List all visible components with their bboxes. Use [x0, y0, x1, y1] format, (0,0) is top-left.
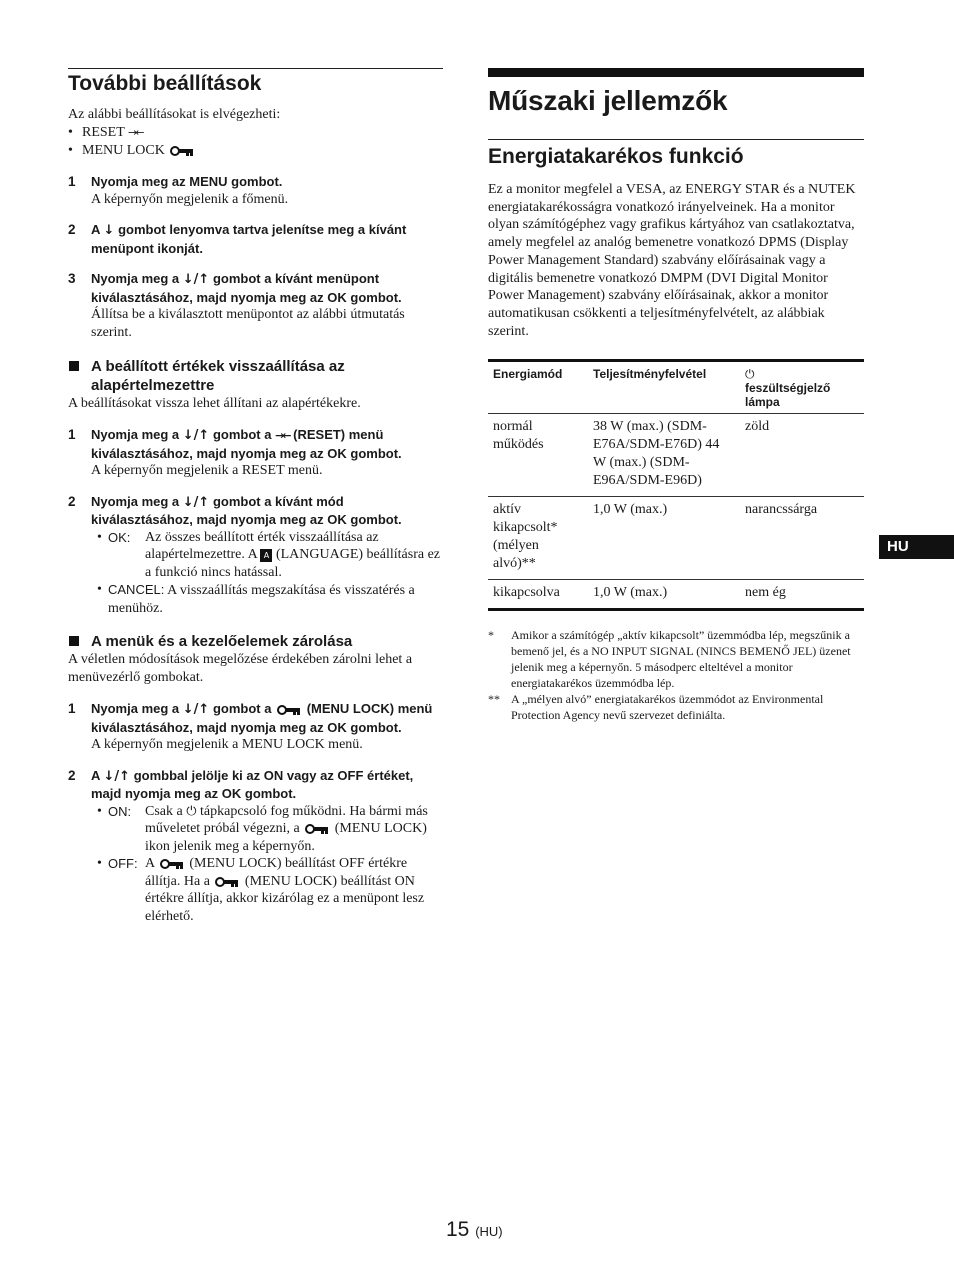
key-icon	[170, 146, 194, 156]
table-cell: aktív kikapcsolt* (mélyen alvó)**	[488, 497, 588, 580]
section-title: További beállítások	[68, 72, 262, 95]
table-cell: normál működés	[488, 414, 588, 497]
key-icon	[305, 824, 329, 834]
table-header	[488, 362, 864, 414]
intro-text: Az alábbi beállításokat is elvégezheti:	[68, 107, 281, 122]
footnote: ** A „mélyen alvó” energiatakarékos üzemmódot az Environmental Protection Agency nevű szervezet definiálta.	[488, 692, 824, 723]
page-title: Műszaki jellemzők	[488, 85, 728, 116]
table-header-cell: ⏻ feszültségjelző lámpa	[745, 367, 831, 410]
table-cell: 1,0 W (max.)	[588, 580, 740, 609]
down-up-arrow-icon: ↓/↑	[182, 702, 210, 718]
power-icon: ⏻	[745, 367, 755, 382]
key-icon	[277, 705, 301, 715]
table-cell: narancssárga	[740, 497, 864, 580]
down-up-arrow-icon: ↓/↑	[182, 428, 210, 444]
table-cell: kikapcsolva	[488, 580, 588, 609]
lock-step-2: 2 A ↓/↑ gombbal jelölje ki az ON vagy az OFF értéket, majd nyomja meg az OK gombot.	[68, 767, 414, 802]
table-cell: nem ég	[740, 580, 864, 609]
left-column	[68, 68, 443, 925]
bullet-reset: • RESET →←	[68, 125, 143, 141]
square-bullet-icon	[69, 361, 79, 371]
right-column	[488, 68, 864, 723]
reset-icon: →←	[275, 429, 290, 443]
down-up-arrow-icon: ↓/↑	[182, 272, 210, 288]
key-icon	[160, 859, 184, 869]
table-row	[488, 414, 864, 497]
step-1: 1 Nyomja meg az MENU gombot. A képernyőn megjelenik a főmenü.	[68, 174, 289, 207]
table-row	[488, 497, 864, 580]
option-cancel: • CANCEL: A visszaállítás megszakítása és visszatérés a menühöz.	[97, 582, 415, 616]
down-up-arrow-icon: ↓/↑	[103, 768, 131, 784]
reset-icon: →←	[128, 126, 143, 139]
square-bullet-icon	[69, 636, 79, 646]
bullet-menu-lock: • MENU LOCK	[68, 142, 443, 160]
table-header-cell: Energiamód	[493, 367, 563, 382]
lock-step-1: 1 Nyomja meg a ↓/↑ gombot a (MENU LOCK) menü kiválasztásához, majd nyomja meg az OK gombot. A képernyőn megjelenik a MENU LOCK menü.	[68, 701, 433, 753]
power-icon: ⏻	[186, 803, 197, 819]
table-cell: zöld	[740, 414, 864, 497]
reset-step-2: 2 Nyomja meg a ↓/↑ gombot a kívánt mód kiválasztásához, majd nyomja meg az OK gombot.	[68, 493, 402, 528]
key-icon	[215, 877, 239, 887]
section-rule	[488, 139, 864, 140]
table-row	[488, 580, 864, 609]
lock-heading: A menük és a kezelőelemek zárolása	[68, 632, 443, 651]
down-arrow-icon: ↓	[103, 223, 115, 239]
down-up-arrow-icon: ↓/↑	[182, 494, 210, 510]
power-table-wrap	[488, 359, 864, 611]
language-tab: HU	[879, 535, 954, 559]
language-icon: A	[260, 549, 272, 562]
section-rule	[68, 68, 443, 69]
power-table	[488, 362, 864, 608]
option-on: • ON: Csak a ⏻ tápkapcsoló fog működni. Ha bármi más műveletet próbál végezni, a (MENU LOCK) ikon jelenik meg a képernyőn.	[97, 803, 428, 854]
page-number: 15 (HU)	[446, 1218, 503, 1241]
title-rule	[488, 68, 864, 77]
step-3: 3 Nyomja meg a ↓/↑ gombot a kívánt menüpont kiválasztásához, majd nyomja meg az OK gombot. Állítsa be a kiválasztott menüpontot az alábbi útmutatás szerint.	[68, 271, 405, 340]
reset-heading: A beállított értékek visszaállítása az alapértelmezettre	[68, 357, 443, 395]
section-subtitle: Energiatakarékos funkció	[488, 145, 744, 168]
footnotes	[488, 627, 864, 723]
footnote: * Amikor a számítógép „aktív kikapcsolt” üzemmódba lép, megszűnik a bemenő jel, és a NO INPUT SIGNAL (NINCS BEMENŐ JEL) üzenet jelenik meg a képernyőn. 5 másodperc elteltével a monitor energiatakarékos üzemmódba lép.	[488, 628, 851, 691]
option-off: • OFF: A (MENU LOCK) beállítást OFF értékre állítja. Ha a (MENU LOCK) beállítást ON értékre állítja, akkor kizárólag ez a menüpont lesz elérhető.	[97, 856, 425, 924]
energy-paragraph: Ez a monitor megfelel a VESA, az ENERGY STAR és a NUTEK energiatakarékosságra vonatkozó irányelveinek. Ha a monitor olyan számítógéphez vagy grafikus kártyához van csatlakoztatva, amely megfelel az analóg bemenetre vonatkozó DPMS (Display Power Management Standard) szabvány előírásainak vagy a digitális bemenetre vonatkozó DMPM (DVI Digital Monitor Power Management) szabvány előírásainak, akkor a monitor automatikusan csökkenti a teljesítményfelvételt, az alábbiak szerint.	[488, 182, 856, 339]
option-ok: • OK: Az összes beállított érték visszaállítása az alapértelmezettre. A A (LANGUAGE) beállításra ez a funkció nincs hatással.	[97, 529, 440, 580]
lock-intro: A véletlen módosítások megelőzése érdekében zárolni lehet a menüvezérlő gombokat.	[68, 652, 413, 686]
table-cell: 38 W (max.) (SDM-E76A/SDM-E76D) 44 W (max.) (SDM-E96A/SDM-E96D)	[588, 414, 740, 497]
table-header-cell: Teljesítményfelvétel	[593, 367, 707, 382]
step-2: 2 A ↓ gombot lenyomva tartva jelenítse meg a kívánt menüpont ikonját.	[68, 222, 407, 256]
table-cell: 1,0 W (max.)	[588, 497, 740, 580]
reset-step-1: 1 Nyomja meg a ↓/↑ gombot a →← (RESET) menü kiválasztásához, majd nyomja meg az OK gombot. A képernyőn megjelenik a RESET menü.	[68, 427, 402, 479]
reset-intro: A beállításokat vissza lehet állítani az alapértékekre.	[68, 396, 361, 412]
